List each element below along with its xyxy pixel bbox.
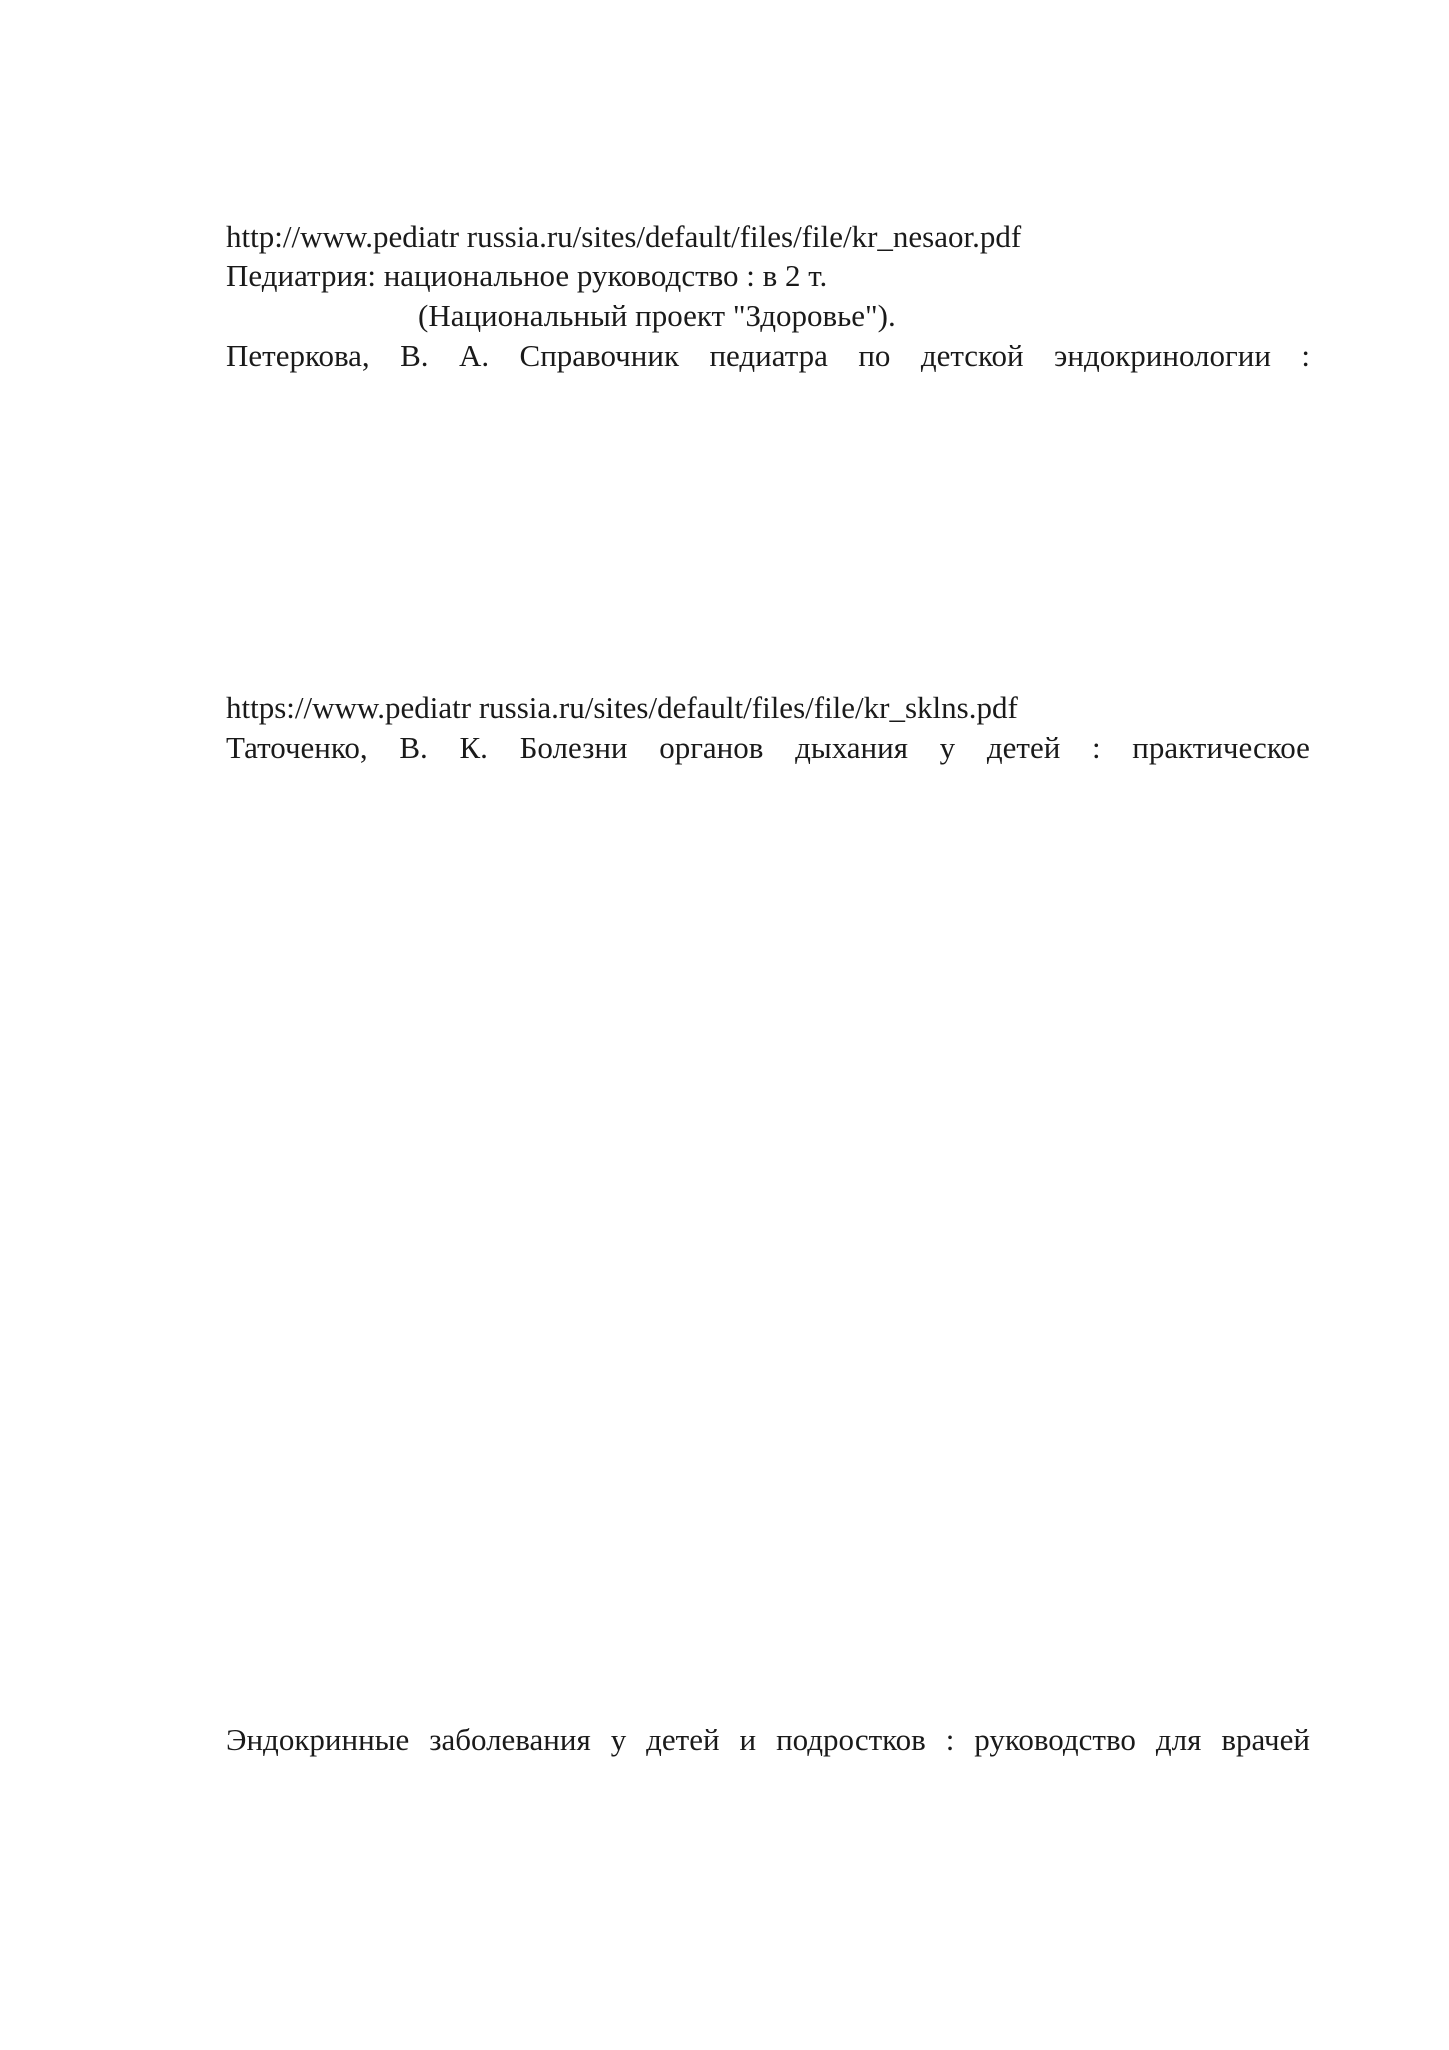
word: для xyxy=(1155,1722,1202,1757)
reference-peterkova xyxy=(226,338,1310,374)
word: К. xyxy=(459,730,488,765)
word: Справочник xyxy=(519,338,680,373)
word: В. xyxy=(399,730,428,765)
word: детей xyxy=(986,730,1061,765)
word: : xyxy=(945,1722,955,1757)
word: заболевания xyxy=(429,1722,591,1757)
word: : xyxy=(1301,338,1310,373)
word: практическое xyxy=(1132,730,1310,765)
word: А. xyxy=(458,338,490,373)
word: : xyxy=(1091,730,1101,765)
reference-url-sklns: https://www.pediatr russia.ru/sites/default/files/file/kr_sklns.pdf xyxy=(226,690,1018,725)
word: детей xyxy=(646,1722,720,1757)
word: эндокринологии xyxy=(1054,338,1271,373)
word: врачей xyxy=(1221,1722,1310,1757)
word: Таточенко, xyxy=(226,730,368,765)
word: органов xyxy=(659,730,764,765)
reference-endocrine-diseases xyxy=(226,1722,1310,1758)
reference-tatochenko xyxy=(226,730,1310,766)
word: Эндокринные xyxy=(226,1722,410,1757)
word: и xyxy=(739,1722,757,1757)
word: у xyxy=(939,730,956,765)
reference-series-note: (Национальный проект "Здоровье"). xyxy=(418,298,896,333)
word: педиатра xyxy=(709,338,828,373)
reference-url-nesaor: http://www.pediatr russia.ru/sites/default/files/file/kr_nesaor.pdf xyxy=(226,219,1022,254)
word: по xyxy=(858,338,891,373)
word: дыхания xyxy=(795,730,908,765)
word: Болезни xyxy=(519,730,628,765)
word: Петеркова, xyxy=(226,338,370,373)
word: В. xyxy=(400,338,429,373)
reference-pediatrics-guide: Педиатрия: национальное руководство : в 2 т. xyxy=(226,258,828,293)
word: детской xyxy=(920,338,1024,373)
word: у xyxy=(610,1722,627,1757)
word: руководство xyxy=(974,1722,1136,1757)
word: подростков xyxy=(776,1722,926,1757)
